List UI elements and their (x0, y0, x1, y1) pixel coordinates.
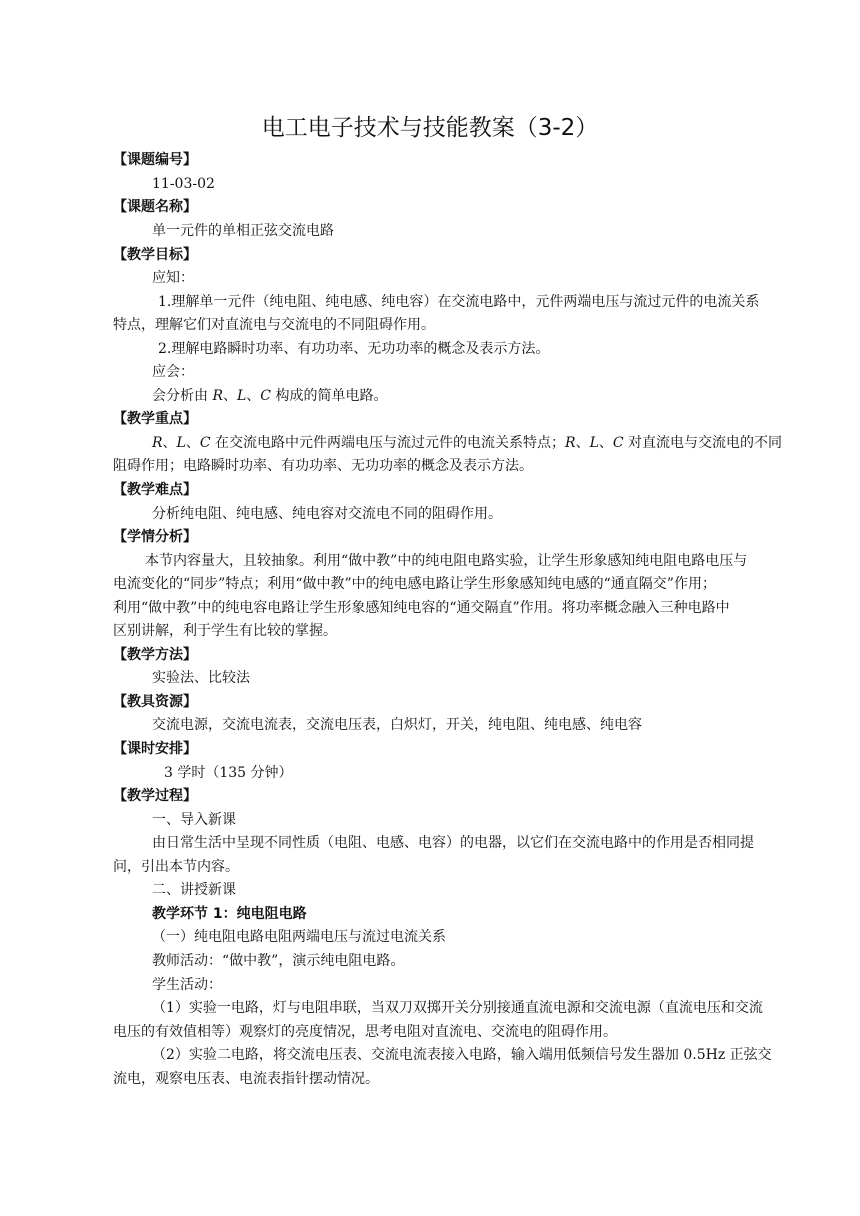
section-heading: 【教具资源】 (113, 694, 197, 710)
paragraph-line: 应知： (152, 270, 194, 286)
paragraph-line: （一）纯电阻电路电阻两端电压与流过电流关系 (152, 929, 446, 945)
paragraph-line: 一、导入新课 (152, 812, 236, 828)
paragraph-line: R、L、C 在交流电路中元件两端电压与流过元件的电流关系特点；R、L、C 对直流电与交流电的不同 (152, 435, 783, 451)
paragraph-line: 问，引出本节内容。 (113, 859, 239, 875)
section-heading: 【课时安排】 (113, 741, 197, 757)
paragraph-line: 由日常生活中呈现不同性质（电阻、电感、电容）的电器，以它们在交流电路中的作用是否相同提 (152, 835, 754, 851)
paragraph-line: 11-03-02 (152, 176, 215, 192)
paragraph-line: 电压的有效值相等）观察灯的亮度情况，思考电阻对直流电、交流电的阻碍作用。 (113, 1024, 617, 1040)
section-heading: 【学情分析】 (113, 529, 197, 545)
section-heading: 【教学重点】 (113, 411, 197, 427)
paragraph-line: 3 学时（135 分钟） (164, 765, 293, 781)
paragraph-line: 会分析由 R、L、C 构成的简单电路。 (152, 388, 388, 404)
paragraph-line: 利用“做中教”中的纯电容电路让学生形象感知纯电容的“通交隔直”作用。将功率概念融入三种电路中 (113, 600, 730, 616)
section-heading: 【教学过程】 (113, 788, 197, 804)
paragraph-line: 教师活动：“做中教”，演示纯电阻电路。 (152, 953, 405, 969)
paragraph-line: （1）实验一电路，灯与电阻串联，当双刀双掷开关分别接通直流电源和交流电源（直流电压和交流 (152, 1000, 763, 1016)
paragraph-line: 单一元件的单相正弦交流电路 (152, 223, 334, 239)
section-heading: 【教学难点】 (113, 482, 197, 498)
paragraph-line: 本节内容量大，且较抽象。利用“做中教”中的纯电阻电路实验，让学生形象感知纯电阻电路电压与 (145, 553, 748, 569)
section-heading: 【教学目标】 (113, 247, 197, 263)
paragraph-line: 教学环节 1：纯电阻电路 (152, 906, 307, 922)
paragraph-line: 阻碍作用；电路瞬时功率、有功功率、无功功率的概念及表示方法。 (113, 458, 533, 474)
paragraph-line: 特点，理解它们对直流电与交流电的不同阻碍作用。 (113, 317, 435, 333)
paragraph-line: 区别讲解，利于学生有比较的掌握。 (113, 623, 337, 639)
paragraph-line: （2）实验二电路，将交流电压表、交流电流表接入电路，输入端用低频信号发生器加 0.5Hz 正弦交 (152, 1047, 772, 1063)
paragraph-line: 电流变化的“同步”特点；利用“做中教”中的纯电感电路让学生形象感知纯电感的“通直隔交”作用； (113, 576, 716, 592)
paragraph-line: 交流电源，交流电流表，交流电压表，白炽灯，开关，纯电阻、纯电感、纯电容 (152, 717, 642, 733)
paragraph-line: 二、讲授新课 (152, 882, 236, 898)
paragraph-line: 2.理解电路瞬时功率、有功功率、无功功率的概念及表示方法。 (158, 341, 550, 357)
paragraph-line: 实验法、比较法 (152, 670, 250, 686)
paragraph-line: 学生活动： (152, 977, 222, 993)
section-heading: 【课题编号】 (113, 152, 197, 168)
paragraph-line: 应会： (152, 364, 194, 380)
section-heading: 【课题名称】 (113, 199, 197, 215)
paragraph-line: 分析纯电阻、纯电感、纯电容对交流电不同的阻碍作用。 (152, 506, 502, 522)
paragraph-line: 1.理解单一元件（纯电阻、纯电感、纯电容）在交流电路中，元件两端电压与流过元件的电流关系 (158, 294, 760, 310)
paragraph-line: 流电，观察电压表、电流表指针摆动情况。 (113, 1071, 379, 1087)
section-heading: 【教学方法】 (113, 647, 197, 663)
document-title: 电工电子技术与技能教案（3-2） (261, 115, 599, 141)
